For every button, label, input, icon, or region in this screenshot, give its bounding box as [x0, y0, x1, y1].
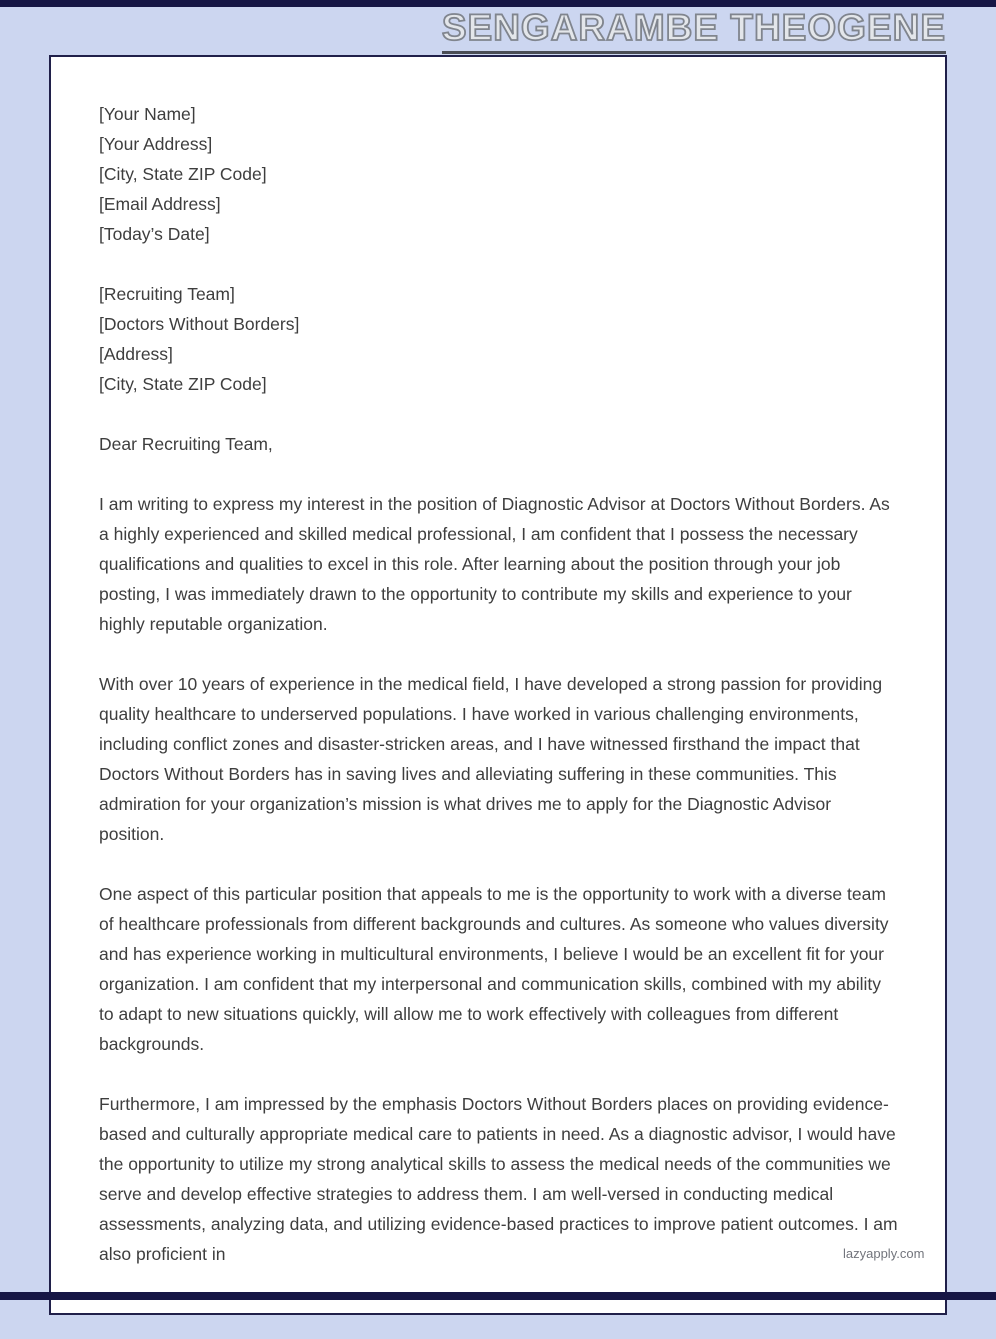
recipient-address-block [99, 279, 899, 399]
body-paragraph: Furthermore, I am impressed by the emphasis Doctors Without Borders places on providing evidence-based and culturally appropriate medical care to patients in need. As a diagnostic advisor, I would have the opportunity to utilize my strong analytical skills to assess the medical needs of the communities we serve and develop effective strategies to address them. I am well-versed in conducting medical assessments, analyzing data, and utilizing evidence-based practices to improve patient outcomes. I am also proficient in [99, 1094, 898, 1264]
sender-line: [Today’s Date] [99, 224, 210, 244]
sender-address-block [99, 99, 899, 249]
sender-line: [Email Address] [99, 194, 221, 214]
letter-body [51, 57, 945, 1339]
bottom-border [0, 1292, 996, 1300]
sender-line: [Your Name] [99, 104, 196, 124]
recipient-line: [City, State ZIP Code] [99, 374, 267, 394]
page-title: SENGARAMBE THEOGENE [442, 6, 946, 54]
sender-line: [City, State ZIP Code] [99, 164, 267, 184]
document-page [49, 55, 947, 1315]
watermark: lazyapply.com [843, 1246, 925, 1261]
recipient-line: [Address] [99, 344, 173, 364]
letterhead [442, 6, 946, 54]
body-paragraph: With over 10 years of experience in the medical field, I have developed a strong passion for providing quality healthcare to underserved populations. I have worked in various challenging environments, including conflict zones and disaster-stricken areas, and I have witnessed firsthand the impact that Doctors Without Borders has in saving lives and alleviating suffering in these communities. This admiration for your organization’s mission is what drives me to apply for the Diagnostic Advisor position. [99, 674, 883, 844]
sender-line: [Your Address] [99, 134, 213, 154]
top-border [0, 0, 996, 7]
body-paragraph: One aspect of this particular position that appeals to me is the opportunity to work with a diverse team of healthcare professionals from different backgrounds and cultures. As someone who values diversity and has experience working in multicultural environments, I believe I would be an excellent fit for your organization. I am confident that my interpersonal and communication skills, combined with my ability to adapt to new situations quickly, will allow me to work effectively with colleagues from different backgrounds. [99, 884, 889, 1054]
salutation: Dear Recruiting Team, [99, 434, 273, 454]
recipient-line: [Doctors Without Borders] [99, 314, 300, 334]
body-paragraph: I am writing to express my interest in the position of Diagnostic Advisor at Doctors Without Borders. As a highly experienced and skilled medical professional, I am confident that I possess the necessary qualifications and qualities to excel in this role. After learning about the position through your job posting, I was immediately drawn to the opportunity to contribute my skills and experience to your highly reputable organization. [99, 494, 890, 634]
recipient-line: [Recruiting Team] [99, 284, 235, 304]
